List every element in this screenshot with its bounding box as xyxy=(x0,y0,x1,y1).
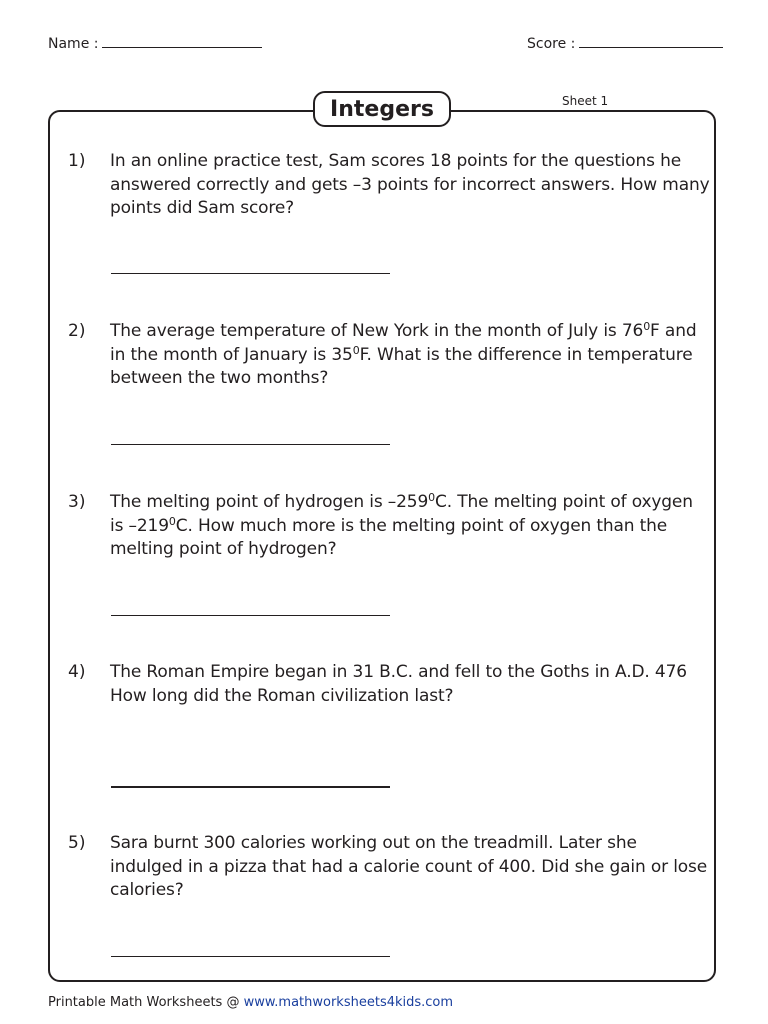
name-blank-line[interactable] xyxy=(102,33,262,48)
question-text: In an online practice test, Sam scores 18 points for the questions he answered correctly and gets –3 points for incorrect answers. How many points did Sam score? xyxy=(110,151,710,218)
question-number: 2) xyxy=(68,321,86,341)
question-number: 4) xyxy=(68,662,86,682)
question-number: 5) xyxy=(68,833,86,853)
answer-line-2[interactable] xyxy=(111,444,390,445)
degree-mark: 0 xyxy=(643,320,651,333)
footer xyxy=(48,994,453,1011)
question-text: The average temperature of New York in the month of July is $76^0F$ and in the month of January is $35^0F$. What is the difference in temperature between the two months? xyxy=(110,320,697,388)
worksheet-title: Integers xyxy=(313,91,451,127)
footer-link[interactable]: www.mathworksheets4kids.com xyxy=(243,995,454,1010)
name-label: Name : xyxy=(48,36,99,52)
answer-line-5[interactable] xyxy=(111,956,390,957)
footer-prefix: Printable Math Worksheets @ xyxy=(48,995,244,1010)
question-text: Sara burnt 300 calories working out on the treadmill. Later she indulged in a pizza that had a calorie count of 400. Did she gain or lose calories? xyxy=(110,833,708,900)
question-text: The melting point of hydrogen is $-259^0C$. The melting point of oxygen is $-219^0C$. How much more is the melting point of oxygen than the melting point of hydrogen? xyxy=(110,491,693,559)
degree-mark: 0 xyxy=(428,491,435,504)
question-number: 1) xyxy=(68,151,86,171)
question-number: 3) xyxy=(68,492,86,512)
score-label: Score : xyxy=(527,36,576,52)
degree-mark: 0 xyxy=(168,514,176,528)
score-field[interactable] xyxy=(527,33,723,53)
sheet-label: Sheet 1 xyxy=(562,94,609,108)
degree-mark: 0 xyxy=(352,343,360,357)
answer-line-3[interactable] xyxy=(111,615,390,616)
question-text: The Roman Empire began in 31 B.C. and fell to the Goths in A.D. 476 How long did the Roman civilization last? xyxy=(110,662,687,706)
score-blank-line[interactable] xyxy=(579,33,723,48)
answer-line-1[interactable] xyxy=(111,273,390,274)
name-field[interactable] xyxy=(48,33,262,53)
answer-line-4[interactable] xyxy=(111,786,390,788)
